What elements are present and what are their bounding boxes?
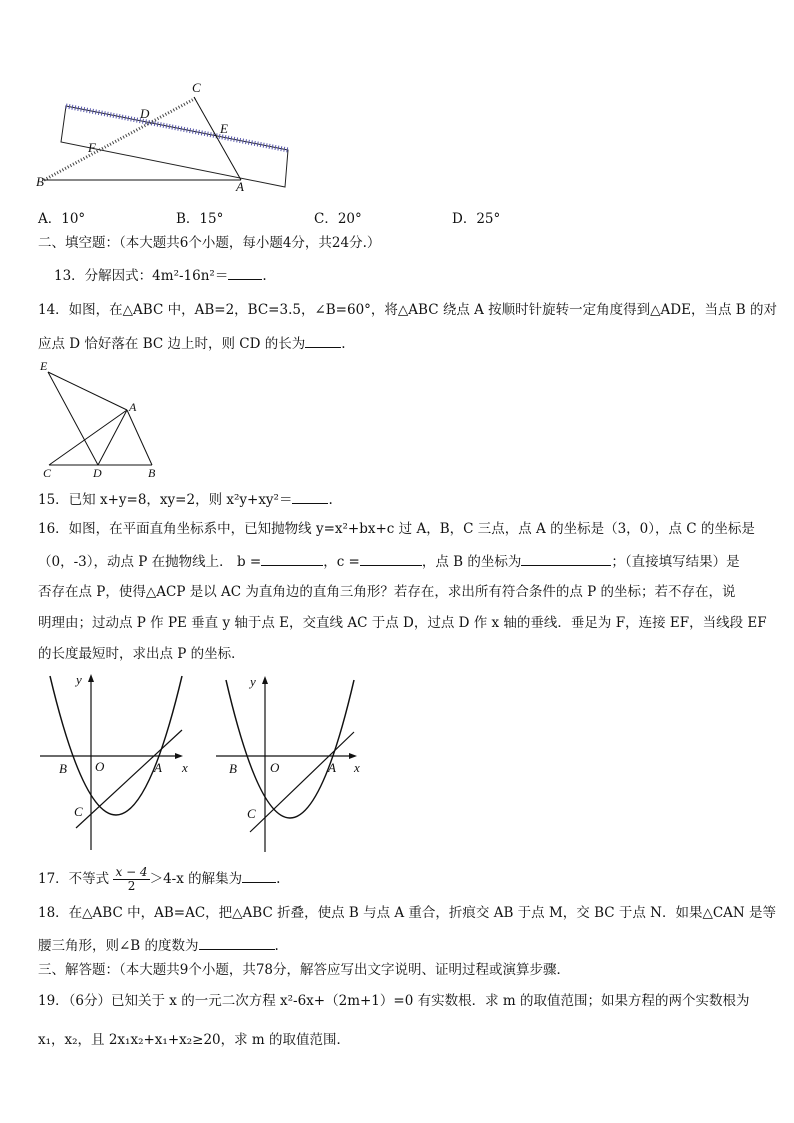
section-2-heading: 二、填空题：（本大题共6个小题，每小题4分，共24分.） xyxy=(38,235,381,251)
label-e-14: E xyxy=(40,359,48,373)
q15-blank xyxy=(292,489,328,504)
question-14-line1: 14．如图，在△ABC 中，AB=2，BC=3.5，∠B=60°，将△ABC 绕点 A 按顺时针旋转一定角度得到△ADE，当点 B 的对 xyxy=(38,302,777,318)
q16-line2b: ，c = xyxy=(323,554,360,570)
option-b: B．15° xyxy=(176,211,224,227)
graph-left-label-x: x xyxy=(182,760,188,775)
option-a: A．10° xyxy=(38,211,86,227)
question-16-line2 xyxy=(38,551,740,571)
label-d-14: D xyxy=(93,466,102,480)
q16-line2c: ，点 B 的坐标为 xyxy=(421,554,522,570)
graph-left-label-c: C xyxy=(74,804,83,819)
q16-blank-c xyxy=(360,551,422,566)
question-19-line2: x₁，x₂，且 2x₁x₂+x₁+x₂≥20，求 m 的取值范围． xyxy=(38,1032,351,1048)
graph-left-label-o: O xyxy=(95,759,105,774)
question-14-line2 xyxy=(38,333,346,353)
q13-blank xyxy=(228,265,262,280)
q14-end: . xyxy=(341,336,346,352)
question-17 xyxy=(38,866,280,893)
hatched-line-bf xyxy=(44,98,196,180)
segment-ea xyxy=(48,372,127,410)
label-a: A xyxy=(236,179,244,194)
question-16-line3: 否存在点 P，使得△ACP 是以 AC 为直角边的直角三角形？若存在，求出所有符合条件的点 P 的坐标；若不存在，说 xyxy=(38,584,736,600)
segment-ca-14 xyxy=(49,410,127,465)
graph-right-label-b: B xyxy=(229,761,237,776)
label-b: B xyxy=(36,174,44,189)
parabola-graph-left xyxy=(36,672,196,854)
graph-left-label-y: y xyxy=(76,672,82,687)
q17-prefix: 17．不等式 xyxy=(38,871,110,887)
q18-end: . xyxy=(274,938,279,954)
graph-right-label-a: A xyxy=(328,760,336,775)
line-ac xyxy=(250,732,354,832)
q15-end: . xyxy=(328,492,333,508)
graph-left-label-a: A xyxy=(154,760,162,775)
y-axis-arrow xyxy=(262,676,268,684)
graph-left-label-b: B xyxy=(59,761,67,776)
label-d: D xyxy=(140,106,150,121)
q15-text: 15．已知 x+y=8，xy=2，则 x²y+xy²＝ xyxy=(38,492,293,508)
label-b-14: B xyxy=(148,466,156,480)
q16-line2d: ；（直接填写结果）是 xyxy=(611,554,740,570)
rotation-triangle-figure xyxy=(36,356,166,480)
parabola-curve xyxy=(226,680,354,818)
section-3-heading: 三、解答题：（本大题共9个小题，共78分，解答应写出文字说明、证明过程或演算步骤． xyxy=(38,962,571,978)
x-axis-arrow xyxy=(349,753,357,759)
question-19-line1: 19．（6分）已知关于 x 的一元二次方程 x²-6x+（2m+1）=0 有实数根．求 m 的取值范围；如果方程的两个实数根为 xyxy=(38,993,750,1009)
option-d: D．25° xyxy=(452,211,501,227)
q17-fraction xyxy=(113,866,149,893)
x-axis-arrow xyxy=(175,753,183,759)
parabola-curve xyxy=(50,676,182,815)
graph-right-label-x: x xyxy=(354,760,360,775)
question-13 xyxy=(54,265,267,285)
graph-right-label-y: y xyxy=(250,674,256,689)
parabola-graph-right xyxy=(212,674,372,856)
q17-end: . xyxy=(276,871,281,887)
q17-suffix: ＞4-x 的解集为 xyxy=(149,871,243,887)
q17-blank xyxy=(242,868,276,883)
question-16-line1: 16．如图，在平面直角坐标系中，已知抛物线 y=x²+bx+c 过 A，B，C 三点，点 A 的坐标是（3，0），点 C 的坐标是 xyxy=(38,521,755,537)
q13-end: . xyxy=(262,268,267,284)
question-18-line2 xyxy=(38,935,279,955)
question-16-line4: 明理由；过动点 P 作 PE 垂直 y 轴于点 E，交直线 AC 于点 D，过点 D 作 x 轴的垂线．垂足为 F，连接 EF，当线段 EF xyxy=(38,615,767,631)
graph-right-label-o: O xyxy=(270,760,280,775)
option-c: C．20° xyxy=(314,211,362,227)
q14-blank xyxy=(305,333,341,348)
q18-line2-text: 腰三角形，则∠B 的度数为 xyxy=(38,938,199,954)
graph-right-label-c: C xyxy=(247,806,256,821)
q16-line2a: （0，-3），动点 P 在抛物线上． b = xyxy=(38,554,262,570)
label-f: F xyxy=(88,140,96,155)
label-a-14: A xyxy=(129,400,137,414)
segment-da xyxy=(98,410,127,465)
segment-ab xyxy=(127,410,152,465)
q13-text: 13．分解因式：4m²-16n²＝ xyxy=(54,268,229,284)
line-ac xyxy=(76,730,182,828)
question-18-line1: 18．在△ABC 中，AB=AC，把△ABC 折叠，使点 B 与点 A 重合，折痕交 AB 于点 M，交 BC 于点 N．如果△CAN 是等 xyxy=(38,905,777,921)
q16-blank-b xyxy=(261,551,323,566)
y-axis-arrow xyxy=(88,674,94,682)
ruler-triangle-figure xyxy=(36,80,298,195)
question-16-line5: 的长度最短时，求出点 P 的坐标． xyxy=(38,646,245,662)
segment-ec xyxy=(48,372,98,465)
q14-line2-text: 应点 D 恰好落在 BC 边上时，则 CD 的长为 xyxy=(38,336,306,352)
label-c-14: C xyxy=(43,466,52,480)
q16-blank-point-b xyxy=(521,551,611,566)
question-15 xyxy=(38,489,333,509)
q18-blank xyxy=(199,935,275,950)
label-e: E xyxy=(220,121,228,136)
q17-denominator: 2 xyxy=(127,879,136,893)
label-c: C xyxy=(192,80,201,95)
q17-numerator: x − 4 xyxy=(115,865,148,879)
